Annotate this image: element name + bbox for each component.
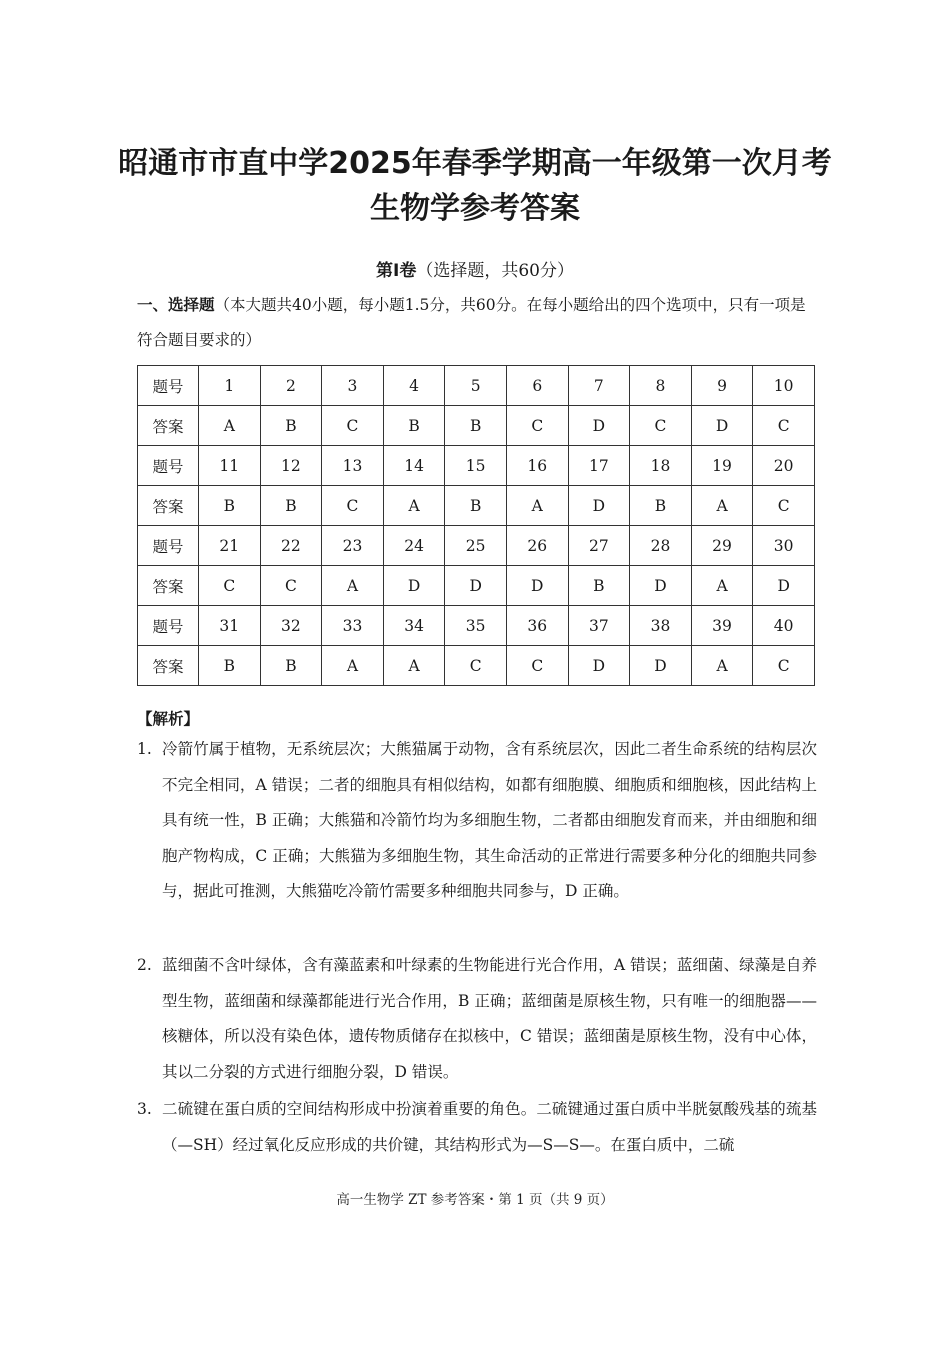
table-cell: 13: [322, 446, 384, 486]
table-cell: A: [506, 486, 568, 526]
analysis-item-text: 蓝细菌不含叶绿体，含有藻蓝素和叶绿素的生物能进行光合作用，A 错误；蓝细菌、绿藻是自养型生物，蓝细菌和绿藻都能进行光合作用，B 正确；蓝细菌是原核生物，只有唯一的细胞器——核糖体，所以没有染色体，遗传物质储存在拟核中，C 错误；蓝细菌是原核生物，没有中心体，其以二分裂的方式进行细胞分裂，D 错误。: [162, 956, 817, 1081]
table-cell: 7: [568, 366, 630, 406]
table-cell: 35: [445, 606, 507, 646]
table-cell: C: [199, 566, 261, 606]
table-cell: A: [383, 646, 445, 686]
table-row: [138, 526, 815, 566]
analysis-item-number: 3.: [137, 1100, 152, 1118]
table-cell: 6: [506, 366, 568, 406]
table-cell: 20: [753, 446, 815, 486]
table-cell: 17: [568, 446, 630, 486]
analysis-item-number: 1.: [137, 740, 152, 758]
table-cell: 9: [691, 366, 753, 406]
table-cell: 4: [383, 366, 445, 406]
table-cell: 24: [383, 526, 445, 566]
table-cell: 19: [691, 446, 753, 486]
table-cell: 25: [445, 526, 507, 566]
table-cell: 40: [753, 606, 815, 646]
document-subtitle: 生物学参考答案: [370, 191, 580, 226]
row-header: 题号: [138, 366, 199, 406]
analysis-item-text: 冷箭竹属于植物，无系统层次；大熊猫属于动物，含有系统层次，因此二者生命系统的结构层次不完全相同，A 错误；二者的细胞具有相似结构，如都有细胞膜、细胞质和细胞核，因此结构上具有统一性，B 正确；大熊猫和冷箭竹均为多细胞生物，二者都由细胞发育而来，并由细胞和细胞产物构成，C 正确；大熊猫为多细胞生物，其生命活动的正常进行需要多种分化的细胞共同参与，据此可推测，大熊猫吃冷箭竹需要多种细胞共同参与，D 正确。: [162, 740, 817, 901]
table-cell: 22: [260, 526, 322, 566]
table-cell: 15: [445, 446, 507, 486]
table-cell: 3: [322, 366, 384, 406]
table-cell: 31: [199, 606, 261, 646]
table-cell: D: [445, 566, 507, 606]
table-cell: 26: [506, 526, 568, 566]
analysis-heading: 【解析】: [137, 710, 200, 728]
table-cell: A: [322, 566, 384, 606]
row-header: 题号: [138, 526, 199, 566]
table-row: [138, 406, 815, 446]
table-cell: 2: [260, 366, 322, 406]
table-cell: C: [753, 646, 815, 686]
table-cell: 29: [691, 526, 753, 566]
table-cell: 5: [445, 366, 507, 406]
table-cell: 10: [753, 366, 815, 406]
volume-heading: [0, 256, 950, 281]
analysis-item: [137, 948, 817, 1090]
table-cell: A: [691, 566, 753, 606]
section-description: （本大题共40小题，每小题1.5分，共60分。在每小题给出的四个选项中，只有一项是符合题目要求的）: [137, 296, 806, 349]
table-cell: A: [691, 486, 753, 526]
table-cell: C: [753, 406, 815, 446]
row-header: 题号: [138, 446, 199, 486]
table-row: [138, 606, 815, 646]
table-cell: 23: [322, 526, 384, 566]
table-cell: 32: [260, 606, 322, 646]
table-cell: D: [568, 486, 630, 526]
table-cell: D: [568, 646, 630, 686]
table-cell: D: [691, 406, 753, 446]
table-cell: B: [383, 406, 445, 446]
document-title: 昭通市市直中学2025年春季学期高一年级第一次月考: [118, 146, 832, 181]
table-cell: C: [506, 646, 568, 686]
table-cell: B: [260, 406, 322, 446]
table-cell: B: [199, 646, 261, 686]
table-cell: B: [630, 486, 692, 526]
volume-note: （选择题，共60分）: [416, 261, 574, 281]
volume-label: 第Ⅰ卷: [376, 261, 417, 281]
table-cell: 34: [383, 606, 445, 646]
table-cell: 38: [630, 606, 692, 646]
table-cell: A: [691, 646, 753, 686]
table-cell: B: [445, 406, 507, 446]
table-cell: C: [630, 406, 692, 446]
analysis-item: [137, 732, 817, 910]
table-row: [138, 366, 815, 406]
table-cell: 39: [691, 606, 753, 646]
table-cell: 1: [199, 366, 261, 406]
table-cell: B: [199, 486, 261, 526]
table-cell: 8: [630, 366, 692, 406]
table-cell: C: [322, 406, 384, 446]
table-cell: B: [260, 486, 322, 526]
section-intro: [137, 288, 817, 358]
table-cell: 27: [568, 526, 630, 566]
table-cell: 11: [199, 446, 261, 486]
table-cell: D: [630, 566, 692, 606]
table-row: [138, 566, 815, 606]
table-cell: B: [445, 486, 507, 526]
table-cell: 16: [506, 446, 568, 486]
table-cell: 18: [630, 446, 692, 486]
section-label: 一、选择题: [137, 296, 215, 314]
table-cell: 12: [260, 446, 322, 486]
table-cell: C: [753, 486, 815, 526]
table-cell: C: [322, 486, 384, 526]
table-cell: D: [753, 566, 815, 606]
table-cell: D: [630, 646, 692, 686]
table-cell: D: [383, 566, 445, 606]
table-cell: 28: [630, 526, 692, 566]
table-cell: C: [445, 646, 507, 686]
table-cell: 33: [322, 606, 384, 646]
row-header: 答案: [138, 646, 199, 686]
page-footer: 高一生物学 ZT 参考答案・第 1 页（共 9 页）: [336, 1192, 614, 1208]
table-cell: 30: [753, 526, 815, 566]
table-cell: D: [506, 566, 568, 606]
analysis-item-number: 2.: [137, 956, 152, 974]
table-cell: 37: [568, 606, 630, 646]
analysis-item: [137, 1092, 817, 1163]
analysis-item-text: 二硫键在蛋白质的空间结构形成中扮演着重要的角色。二硫键通过蛋白质中半胱氨酸残基的巯基（—SH）经过氧化反应形成的共价键，其结构形式为—S—S—。在蛋白质中，二硫: [162, 1100, 817, 1154]
table-cell: 36: [506, 606, 568, 646]
table-cell: B: [568, 566, 630, 606]
answer-table: [137, 365, 815, 686]
table-cell: A: [383, 486, 445, 526]
table-row: [138, 646, 815, 686]
table-cell: A: [199, 406, 261, 446]
row-header: 答案: [138, 486, 199, 526]
table-cell: D: [568, 406, 630, 446]
table-cell: 14: [383, 446, 445, 486]
row-header: 题号: [138, 606, 199, 646]
table-cell: C: [260, 566, 322, 606]
table-row: [138, 486, 815, 526]
row-header: 答案: [138, 406, 199, 446]
table-cell: C: [506, 406, 568, 446]
table-cell: A: [322, 646, 384, 686]
table-cell: B: [260, 646, 322, 686]
row-header: 答案: [138, 566, 199, 606]
table-row: [138, 446, 815, 486]
table-cell: 21: [199, 526, 261, 566]
